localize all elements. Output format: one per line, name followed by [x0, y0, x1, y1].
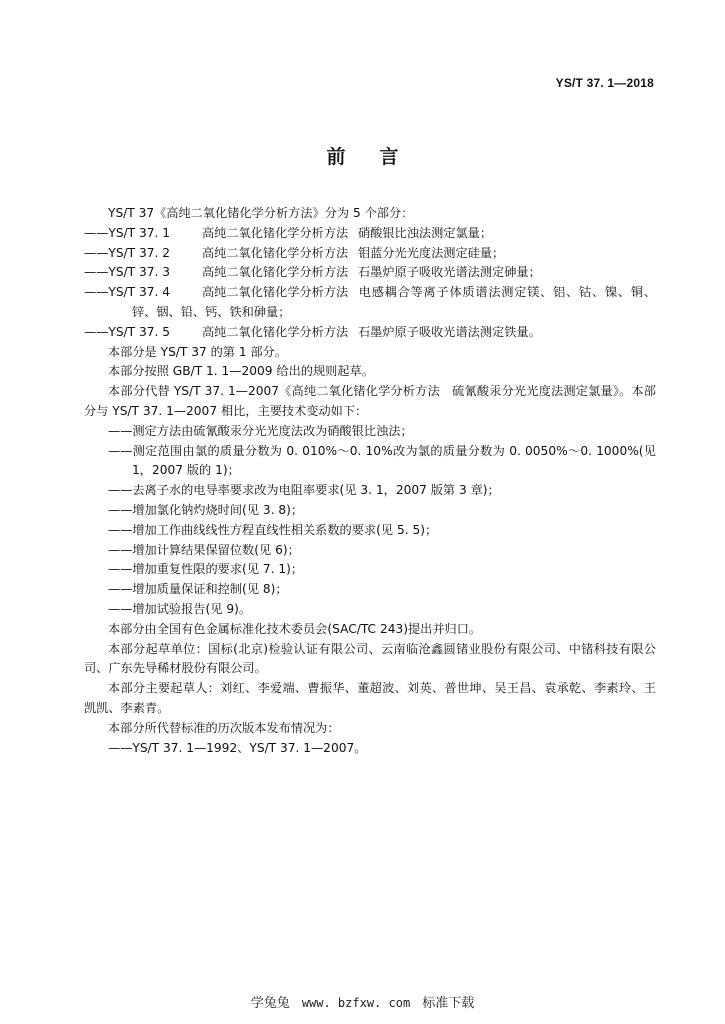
part-item [84, 323, 656, 343]
change-item: ——增加工作曲线线性方程直线性相关系数的要求(见 5. 5)； [108, 522, 438, 537]
part-item [84, 283, 656, 323]
footer-site-link[interactable]: www. bzfxw. com [301, 996, 411, 1010]
part-name: 高纯二氧化锗化学分析方法 [202, 324, 349, 339]
part-name: 高纯二氧化锗化学分析方法 [202, 285, 349, 300]
part-item [84, 224, 656, 244]
change-item: ——增加氯化钠灼烧时间(见 3. 8)； [108, 502, 304, 517]
this-part-paragraph: 本部分是 YS/T 37 的第 1 部分。 [108, 344, 288, 359]
part-method: 电感耦合等离子体质谱法测定镁、铝、钴、镍、铜、锌、铟、铅、钙、铁和砷量； [132, 285, 656, 319]
footer-label: 标准下载 [422, 996, 475, 1011]
replaces-paragraph: 本部分代替 YS/T 37. 1—2007《高纯二氧化锗化学分析方法 硫氰酸汞分光光度法测定氯量》。本部分与 YS/T 37. 1—2007 相比，主要技术变动如下： [84, 384, 656, 418]
intro-paragraph: YS/T 37《高纯二氧化锗化学分析方法》分为 5 个部分： [108, 206, 414, 220]
part-name: 高纯二氧化锗化学分析方法 [202, 265, 349, 280]
drafters-paragraph: 本部分主要起草人：刘红、李爱端、曹振华、董超波、刘英、普世坤、吴王昌、袁承乾、李素玲、王凯凯、李素青。 [84, 681, 656, 715]
drafting-units-paragraph: 本部分起草单位：国标(北京)检验认证有限公司、云南临沧鑫圆锗业股份有限公司、中锗科技有限公司、广东先导稀材股份有限公司。 [84, 641, 656, 676]
proposed-by-paragraph: 本部分由全国有色金属标准化技术委员会(SAC/TC 243)提出并归口。 [108, 621, 482, 636]
history-intro-paragraph: 本部分所代替标准的历次版本发布情况为： [108, 720, 340, 735]
part-method: 钼蓝分光光度法测定硅量； [358, 245, 505, 260]
part-method: 石墨炉原子吸收光谱法测定铁量。 [358, 324, 541, 339]
part-method: 硝酸银比浊法测定氯量； [358, 225, 493, 240]
history-item: ——YS/T 37. 1—1992、YS/T 37. 1—2007。 [108, 740, 367, 755]
page-title: 前言 [326, 146, 433, 168]
change-item: ——去离子水的电导率要求改为电阻率要求(见 3. 1，2007 版第 3 章)； [108, 483, 500, 498]
part-number: ——YS/T 37. 1 [84, 225, 170, 240]
part-name: 高纯二氧化锗化学分析方法 [202, 245, 349, 260]
part-item [84, 263, 656, 283]
part-number: ——YS/T 37. 4 [84, 285, 170, 300]
part-number: ——YS/T 37. 3 [84, 265, 170, 280]
change-item: ——增加计算结果保留位数(见 6)； [108, 542, 300, 557]
change-item: ——增加质量保证和控制(见 8)； [108, 582, 288, 597]
part-number: ——YS/T 37. 5 [84, 324, 170, 339]
part-method: 石墨炉原子吸收光谱法测定砷量； [358, 265, 541, 280]
change-item: ——增加试验报告(见 9)。 [108, 601, 252, 616]
footer-watermark [0, 992, 725, 1011]
footer-brand: 学兔兔 [250, 996, 290, 1011]
document-code: YS/T 37. 1—2018 [555, 76, 654, 90]
change-item: ——测定方法由硫氰酸汞分光光度法改为硝酸银比浊法； [108, 423, 413, 438]
part-number: ——YS/T 37. 2 [84, 245, 170, 260]
part-item [84, 244, 656, 264]
drafting-rules-paragraph: 本部分按照 GB/T 1. 1—2009 给出的规则起草。 [108, 364, 374, 379]
foreword-body [84, 204, 656, 758]
change-item: ——增加重复性限的要求(见 7. 1)； [108, 562, 304, 577]
part-name: 高纯二氧化锗化学分析方法 [202, 225, 349, 240]
change-item: ——测定范围由氯的质量分数为 0. 010%～0. 10%改为氯的质量分数为 0. 0050%～0. 1000%(见 1，2007 版的 1)； [108, 443, 656, 478]
